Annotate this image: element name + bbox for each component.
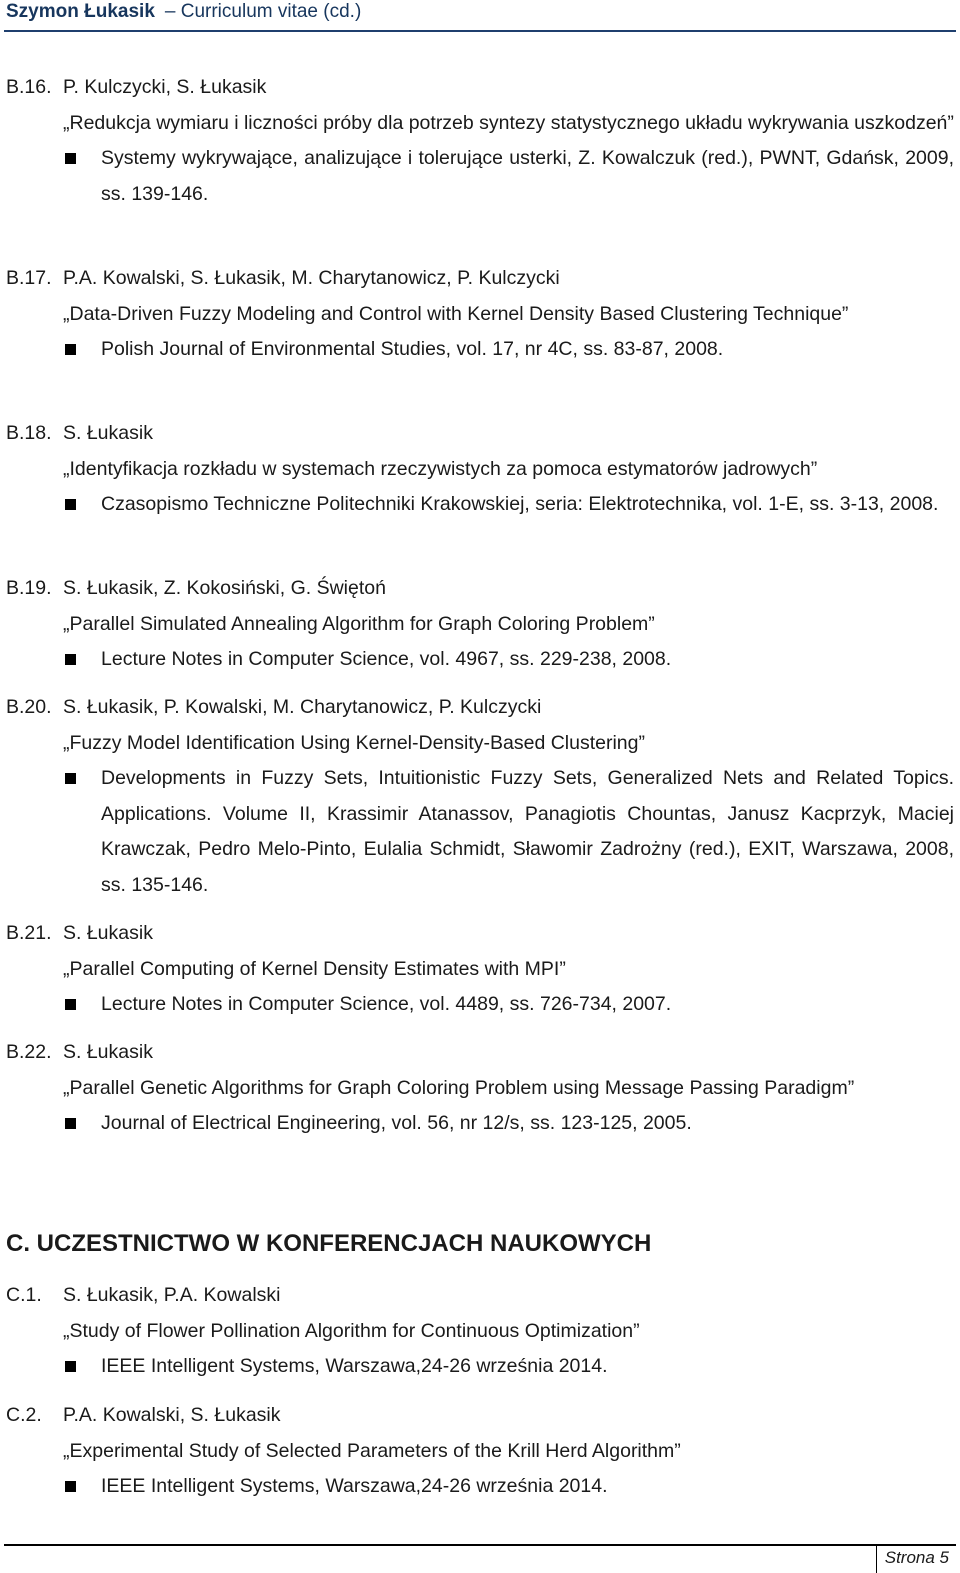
entry-publication: IEEE Intelligent Systems, Warszawa,24-26 września 2014. [101, 1355, 608, 1377]
publication-entry [6, 1035, 954, 1142]
entry-code: B.17. [6, 267, 52, 289]
page-header [6, 0, 361, 24]
entry-code: B.18. [6, 422, 52, 444]
square-bullet-icon [63, 642, 101, 678]
entry-code: B.16. [6, 76, 52, 98]
entry-title: „Parallel Simulated Annealing Algorithm for Graph Coloring Problem” [63, 612, 655, 635]
publication-entry [6, 416, 954, 523]
entry-publication: Lecture Notes in Computer Science, vol. 4967, ss. 229-238, 2008. [101, 648, 672, 670]
entry-authors: P.A. Kowalski, S. Łukasik, M. Charytanowicz, P. Kulczycki [63, 267, 560, 289]
publication-entry [6, 916, 954, 1023]
square-bullet-icon [63, 1469, 101, 1505]
square-bullet-icon [63, 487, 101, 523]
conference-entry [6, 1398, 954, 1505]
entry-code: C.1. [6, 1284, 42, 1306]
header-divider [4, 30, 956, 32]
entry-publication: Journal of Electrical Engineering, vol. 56, nr 12/s, ss. 123-125, 2005. [101, 1112, 692, 1134]
entry-title: „Identyfikacja rozkładu w systemach rzeczywistych za pomoca estymatorów jadrowych” [63, 457, 818, 480]
entry-title: „Data-Driven Fuzzy Modeling and Control with Kernel Density Based Clustering Technique” [63, 302, 849, 325]
entry-publication: Czasopismo Techniczne Politechniki Krakowskiej, seria: Elektrotechnika, vol. 1-E, ss. 3-13, 2008. [101, 493, 939, 515]
footer-divider [4, 1544, 956, 1546]
square-bullet-icon [63, 141, 101, 212]
entry-code: B.21. [6, 922, 52, 944]
entry-title: „Experimental Study of Selected Parameters of the Krill Herd Algorithm” [63, 1439, 681, 1462]
entry-title: „Study of Flower Pollination Algorithm for Continuous Optimization” [63, 1319, 640, 1342]
publication-entry [6, 571, 954, 678]
entry-code: B.20. [6, 696, 52, 718]
cv-author-name: Szymon Łukasik [6, 1, 155, 22]
entry-publication: Polish Journal of Environmental Studies, vol. 17, nr 4C, ss. 83-87, 2008. [101, 338, 724, 360]
conference-entry [6, 1278, 954, 1385]
entry-authors: S. Łukasik, Z. Kokosiński, G. Świętoń [63, 577, 386, 599]
page-number: Strona 5 [876, 1546, 954, 1573]
square-bullet-icon [63, 1106, 101, 1142]
square-bullet-icon [63, 332, 101, 368]
publication-entry [6, 70, 954, 212]
publication-entry [6, 261, 954, 368]
entry-code: B.22. [6, 1041, 52, 1063]
entry-publication: Systemy wykrywające, analizujące i tolerujące usterki, Z. Kowalczuk (red.), PWNT, Gdańsk, 2009, ss. 139-146. [101, 147, 954, 205]
entry-authors: P. Kulczycki, S. Łukasik [63, 76, 267, 98]
square-bullet-icon [63, 987, 101, 1023]
entry-authors: P.A. Kowalski, S. Łukasik [63, 1404, 281, 1426]
entry-code: B.19. [6, 577, 52, 599]
square-bullet-icon [63, 1349, 101, 1385]
entry-title: „Redukcja wymiaru i liczności próby dla potrzeb syntezy statystycznego układu wykrywania uszkodzeń” [63, 111, 954, 134]
entry-authors: S. Łukasik [63, 422, 153, 444]
entry-title: „Parallel Genetic Algorithms for Graph Coloring Problem using Message Passing Paradigm” [63, 1076, 855, 1099]
cv-subtitle: – Curriculum vitae (cd.) [164, 1, 362, 22]
section-heading: C. UCZESTNICTWO W KONFERENCJACH NAUKOWYCH [6, 1230, 652, 1257]
entry-authors: S. Łukasik [63, 1041, 153, 1063]
square-bullet-icon [63, 761, 101, 903]
entry-code: C.2. [6, 1404, 42, 1426]
entry-authors: S. Łukasik, P.A. Kowalski [63, 1284, 281, 1306]
publication-entry [6, 690, 954, 903]
entry-publication: Developments in Fuzzy Sets, Intuitionistic Fuzzy Sets, Generalized Nets and Related Topics. Applications. Volume II, Krassimir Atanassov, Panagiotis Chountas, Janusz Kacprzyk, Maciej Krawczak, Pedro Melo-Pinto, Eulalia Schmidt, Sławomir Zadrożny (red.), EXIT, Warszawa, 2008, ss. 135-146. [101, 767, 954, 896]
entry-authors: S. Łukasik [63, 922, 153, 944]
entry-publication: Lecture Notes in Computer Science, vol. 4489, ss. 726-734, 2007. [101, 993, 672, 1015]
entry-title: „Fuzzy Model Identification Using Kernel-Density-Based Clustering” [63, 731, 645, 754]
entry-authors: S. Łukasik, P. Kowalski, M. Charytanowicz, P. Kulczycki [63, 696, 542, 718]
entry-publication: IEEE Intelligent Systems, Warszawa,24-26 września 2014. [101, 1475, 608, 1497]
entry-title: „Parallel Computing of Kernel Density Estimates with MPI” [63, 957, 566, 980]
